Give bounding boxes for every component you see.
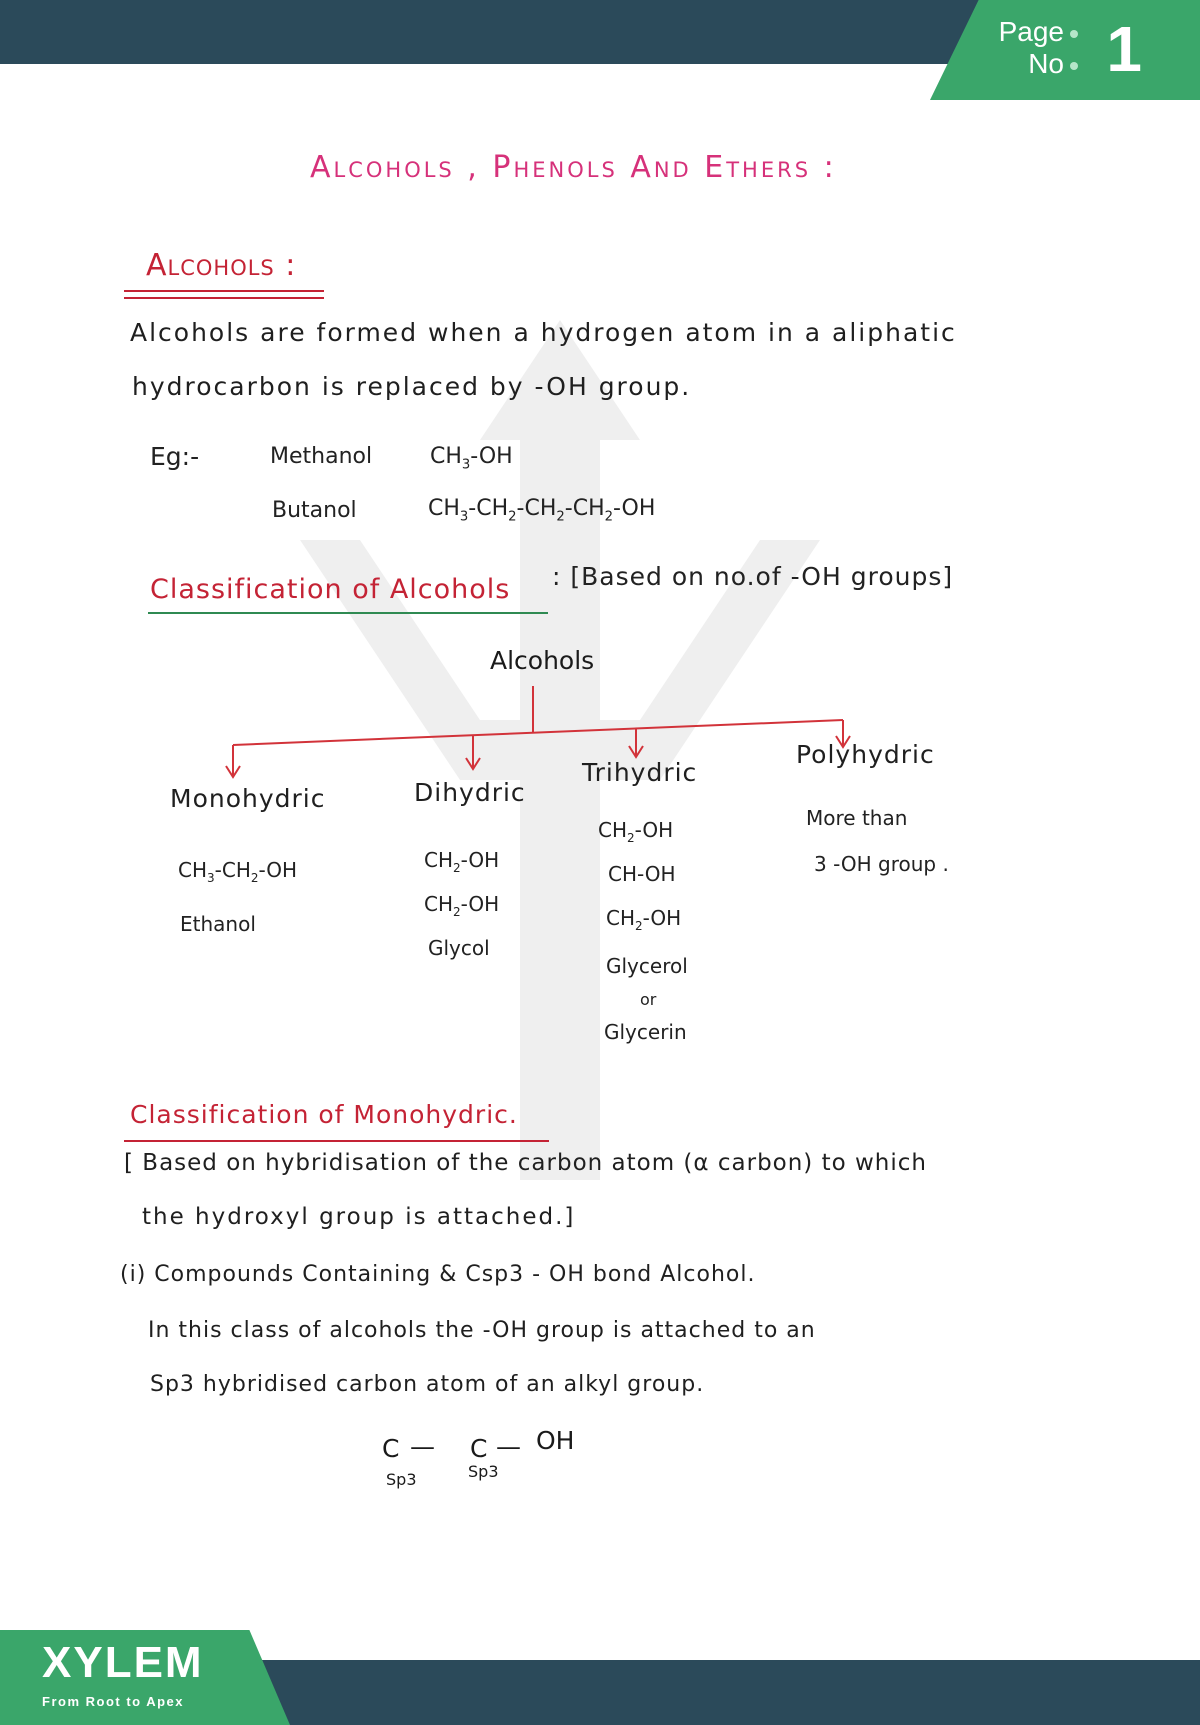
structure-carbon-2: C [470,1434,488,1463]
structure-bond: — [496,1432,521,1461]
column-item: CH-OH [608,862,676,886]
compound-class-line-2: Sp3 hybridised carbon atom of an alkyl group. [150,1372,705,1397]
page-label-text: Page [998,16,1064,47]
definition-line-1: Alcohols are formed when a hydrogen atom in a aliphatic [130,318,957,347]
dot-icon [1070,30,1078,38]
column-item [424,892,499,919]
classification-underline [148,612,548,614]
column-heading-dihydric: Dihydric [414,778,526,807]
tree-root-label: Alcohols [490,646,595,675]
column-item [178,858,297,885]
column-item [598,818,673,845]
structure-carbon-1: C [382,1434,400,1463]
formula-text: $CH_2-OH$ [424,848,500,875]
monohydric-basis-line-2: the hydroxyl group is attached.] [142,1204,576,1230]
monohydric-title: Classification of Monohydric. [130,1100,518,1129]
column-heading-trihydric: Trihydric [582,758,698,787]
example-formula [428,496,655,524]
formula-text: $CH_3-OH$ [430,444,513,473]
example-name: Butanol [272,498,357,523]
page-label-no: No [1028,48,1064,79]
example-formula [430,444,513,472]
dot-icon [1070,62,1078,70]
column-heading-polyhydric: Polyhydric [796,740,935,769]
column-heading-monohydric: Monohydric [170,784,326,813]
formula-text: $CH_3-CH_2-OH$ [178,858,298,885]
section-heading-alcohols: Alcohols : [146,248,297,283]
example-label: Eg:- [150,442,200,471]
classification-note: : [Based on no.of -OH groups] [552,562,954,591]
logo-tagline: From Root to Apex [42,1694,185,1709]
column-item [606,906,681,933]
page-label [968,16,1078,80]
compound-class-heading: (i) Compounds Containing & Csp3 - OH bond Alcohol. [120,1262,756,1287]
formula-text: $CH_2-OH$ [606,906,682,933]
compound-class-line-1: In this class of alcohols the -OH group is attached to an [148,1318,816,1343]
heading-underline [124,290,324,299]
classification-title: Classification of Alcohols [150,574,511,605]
example-name: Methanol [270,444,373,469]
structure-oh: OH [536,1426,575,1455]
definition-line-2: hydrocarbon is replaced by -OH group. [132,372,692,401]
formula-text: $CH_2-OH$ [424,892,500,919]
column-item [424,848,499,875]
structure-label: Sp3 [468,1462,499,1481]
tree-watermark-icon [300,320,820,1180]
column-item: Ethanol [180,912,256,936]
formula-text: $CH_3-CH_2-CH_2-CH_2-OH$ [428,496,656,525]
column-item: Glycerin [604,1020,687,1044]
structure-label: Sp3 [386,1470,417,1489]
column-item: 3 -OH group . [814,852,949,876]
xylem-logo: XYLEM [42,1638,204,1687]
monohydric-basis-line-1: [ Based on hybridisation of the carbon atom (α carbon) to which [124,1150,927,1176]
monohydric-underline [124,1140,549,1142]
structure-bond: — [410,1432,435,1461]
column-item: Glycerol [606,954,688,978]
formula-text: $CH_2-OH$ [598,818,674,845]
page-number: 1 [1106,13,1142,85]
page-title: Alcohols , Phenols And Ethers : [310,150,837,185]
column-item: More than [806,806,908,830]
column-item: Glycol [428,936,490,960]
column-item: or [640,990,657,1009]
